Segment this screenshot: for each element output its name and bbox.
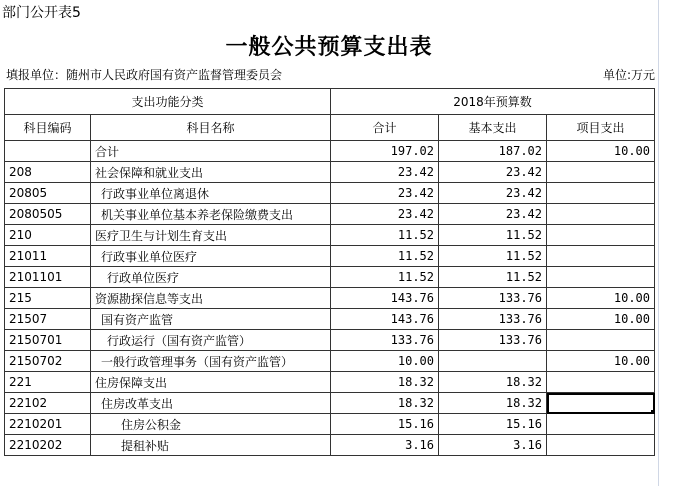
header-name[interactable]: 科目名称	[91, 115, 331, 141]
cell-name[interactable]: 住房改革支出	[91, 393, 331, 414]
cell-total[interactable]: 18.32	[331, 393, 439, 414]
cell-name[interactable]: 资源勘探信息等支出	[91, 288, 331, 309]
table-row	[5, 309, 655, 330]
cell-name[interactable]: 行政单位医疗	[91, 267, 331, 288]
table-row	[5, 225, 655, 246]
cell-name[interactable]: 行政事业单位医疗	[91, 246, 331, 267]
cell-total[interactable]: 23.42	[331, 183, 439, 204]
cell-code[interactable]: 221	[5, 372, 91, 393]
cell-code[interactable]: 2210201	[5, 414, 91, 435]
cell-name[interactable]: 医疗卫生与计划生育支出	[91, 225, 331, 246]
table-row	[5, 246, 655, 267]
cell-code[interactable]: 2101101	[5, 267, 91, 288]
cell-code[interactable]: 22102	[5, 393, 91, 414]
cell-project[interactable]	[547, 435, 655, 456]
cell-total[interactable]: 18.32	[331, 372, 439, 393]
cell-code[interactable]: 215	[5, 288, 91, 309]
cell-total[interactable]: 143.76	[331, 309, 439, 330]
cell-project[interactable]: 10.00	[547, 288, 655, 309]
cell-basic[interactable]: 11.52	[439, 246, 547, 267]
cell-basic[interactable]: 133.76	[439, 288, 547, 309]
cell-basic[interactable]	[439, 351, 547, 372]
table-row	[5, 393, 655, 414]
table-row	[5, 288, 655, 309]
cell-total[interactable]: 143.76	[331, 288, 439, 309]
cell-total[interactable]: 197.02	[331, 141, 439, 162]
table-row	[5, 267, 655, 288]
cell-name[interactable]: 合计	[91, 141, 331, 162]
cell-code[interactable]	[5, 141, 91, 162]
cell-basic[interactable]: 11.52	[439, 267, 547, 288]
table-row	[5, 435, 655, 456]
table-row	[5, 141, 655, 162]
header-total[interactable]: 合计	[331, 115, 439, 141]
cell-total[interactable]: 3.16	[331, 435, 439, 456]
table-row	[5, 372, 655, 393]
cell-code[interactable]: 2150702	[5, 351, 91, 372]
cell-name[interactable]: 一般行政管理事务（国有资产监管）	[91, 351, 331, 372]
header-budget-year[interactable]: 2018年预算数	[331, 89, 655, 115]
header-project[interactable]: 项目支出	[547, 115, 655, 141]
table-row	[5, 204, 655, 225]
cell-basic[interactable]: 18.32	[439, 393, 547, 414]
cell-project[interactable]	[547, 225, 655, 246]
cell-name[interactable]: 住房保障支出	[91, 372, 331, 393]
header-function-class[interactable]: 支出功能分类	[5, 89, 331, 115]
cell-code[interactable]: 20805	[5, 183, 91, 204]
cell-basic[interactable]: 3.16	[439, 435, 547, 456]
cell-code[interactable]: 21507	[5, 309, 91, 330]
cell-code[interactable]: 2210202	[5, 435, 91, 456]
cell-basic[interactable]: 187.02	[439, 141, 547, 162]
cell-name[interactable]: 提租补贴	[91, 435, 331, 456]
cell-total[interactable]: 11.52	[331, 267, 439, 288]
header-code[interactable]: 科目编码	[5, 115, 91, 141]
cell-basic[interactable]: 15.16	[439, 414, 547, 435]
cell-project[interactable]	[547, 204, 655, 225]
cell-project[interactable]: 10.00	[547, 351, 655, 372]
cell-name[interactable]: 住房公积金	[91, 414, 331, 435]
cell-project[interactable]	[547, 162, 655, 183]
cell-basic[interactable]: 133.76	[439, 330, 547, 351]
cell-total[interactable]: 23.42	[331, 204, 439, 225]
cell-name[interactable]: 国有资产监管	[91, 309, 331, 330]
cell-total[interactable]: 11.52	[331, 225, 439, 246]
cell-project[interactable]	[547, 414, 655, 435]
sheet-label: 部门公开表5	[2, 5, 81, 21]
sheet-gridline	[658, 0, 659, 486]
cell-name[interactable]: 行政运行（国有资产监管）	[91, 330, 331, 351]
selected-cell[interactable]	[547, 393, 655, 414]
cell-code[interactable]: 208	[5, 162, 91, 183]
cell-total[interactable]: 10.00	[331, 351, 439, 372]
cell-basic[interactable]: 18.32	[439, 372, 547, 393]
cell-basic[interactable]: 23.42	[439, 204, 547, 225]
cell-total[interactable]: 23.42	[331, 162, 439, 183]
cell-project[interactable]	[547, 183, 655, 204]
cell-total[interactable]: 133.76	[331, 330, 439, 351]
unit-note: 单位:万元	[602, 68, 655, 82]
budget-table	[4, 88, 655, 456]
header-basic[interactable]: 基本支出	[439, 115, 547, 141]
table-row	[5, 414, 655, 435]
fill-handle[interactable]	[651, 410, 655, 414]
table-row	[5, 183, 655, 204]
cell-basic[interactable]: 23.42	[439, 183, 547, 204]
cell-project[interactable]: 10.00	[547, 141, 655, 162]
cell-basic[interactable]: 11.52	[439, 225, 547, 246]
cell-code[interactable]: 2150701	[5, 330, 91, 351]
cell-code[interactable]: 2080505	[5, 204, 91, 225]
cell-project[interactable]	[547, 267, 655, 288]
table-row	[5, 351, 655, 372]
cell-total[interactable]: 11.52	[331, 246, 439, 267]
header-row-group	[5, 89, 655, 115]
cell-name[interactable]: 行政事业单位离退休	[91, 183, 331, 204]
cell-code[interactable]: 210	[5, 225, 91, 246]
cell-name[interactable]: 机关事业单位基本养老保险缴费支出	[91, 204, 331, 225]
cell-project[interactable]	[547, 246, 655, 267]
reporting-unit: 填报单位：随州市人民政府国有资产监督管理委员会	[6, 68, 283, 82]
cell-basic[interactable]: 23.42	[439, 162, 547, 183]
cell-project[interactable]	[547, 372, 655, 393]
cell-project[interactable]	[547, 330, 655, 351]
cell-project[interactable]: 10.00	[547, 309, 655, 330]
header-row-columns	[5, 115, 655, 141]
table-row	[5, 162, 655, 183]
cell-basic[interactable]: 133.76	[439, 309, 547, 330]
table-row	[5, 330, 655, 351]
cell-name[interactable]: 社会保障和就业支出	[91, 162, 331, 183]
cell-code[interactable]: 21011	[5, 246, 91, 267]
cell-total[interactable]: 15.16	[331, 414, 439, 435]
page-title: 一般公共预算支出表	[225, 34, 433, 60]
